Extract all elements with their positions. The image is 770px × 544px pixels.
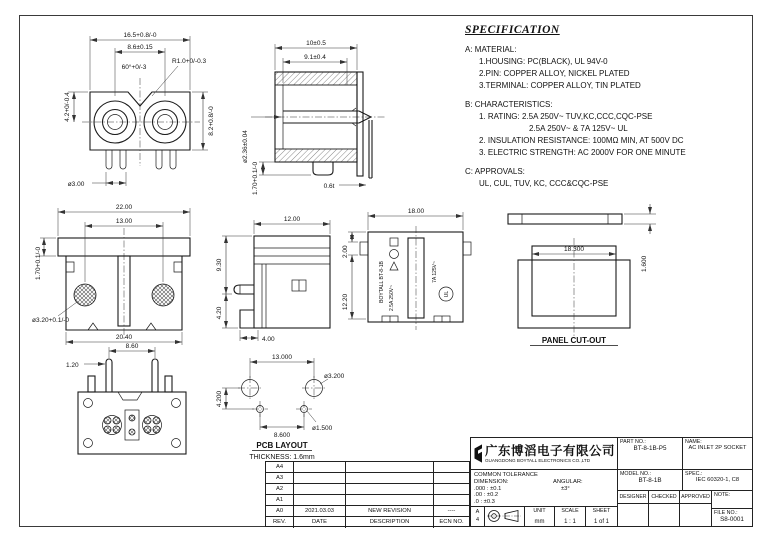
dim-height: 12.20 — [342, 293, 349, 311]
view-rear — [30, 198, 215, 353]
date-cell: 2021.03.03 — [294, 506, 346, 516]
dim-width: 12.00 — [283, 216, 301, 223]
side-outline — [234, 236, 330, 328]
company-name-en: GUANGDONG BOYTALL ELECTRONICS CO.,LTD — [484, 457, 591, 463]
kc-mark — [390, 238, 398, 246]
third-angle-projection-icon — [485, 507, 523, 525]
unit-cell — [525, 507, 555, 526]
sheet-size-number: 4 — [475, 517, 480, 523]
section-label: C: — [465, 167, 473, 176]
tolerance-cell — [471, 470, 618, 507]
ecn-cell: ---- — [447, 508, 456, 514]
spec-line: 2. INSULATION RESISTANCE: 100MΩ MIN, AT 500V DC — [479, 136, 684, 145]
marked-dimensions — [342, 208, 463, 319]
section-heading: APPROVALS: — [474, 167, 525, 176]
dim-terminal-thickness: 0.6t — [323, 183, 335, 190]
company-logo — [473, 442, 482, 465]
angular-label: ANGULAR: — [553, 479, 583, 485]
rev-cell: A0 — [266, 506, 294, 516]
rev-cell: A1 — [266, 495, 294, 505]
dim-pin-width: 1.20 — [66, 362, 79, 369]
dim-pin-height: 1.70+0.1/-0 — [252, 161, 259, 195]
date-cell — [294, 462, 346, 472]
designer-signature-cell — [618, 504, 649, 526]
view-pcb-layout — [212, 350, 352, 467]
note-label: NOTE: — [714, 492, 731, 498]
date-header: DATE — [294, 517, 346, 528]
dim-pin-pitch: 8.6±0.15 — [127, 44, 153, 51]
sheet-size-letter: A — [475, 509, 480, 515]
section-heading: MATERIAL: — [474, 45, 517, 54]
revision-table — [265, 461, 470, 527]
scale-value: 1 : 1 — [564, 519, 576, 525]
dim-width: 18.00 — [407, 208, 425, 215]
ccc-mark — [390, 250, 399, 259]
spec-line: 3.TERMINAL: COPPER ALLOY, TIN PLATED — [479, 81, 641, 90]
ecn-header: ECN NO. — [439, 519, 464, 525]
dim-height-right: 8.2+0.8/-0 — [208, 106, 215, 136]
sheet-size-cell — [471, 507, 485, 526]
marked-outline — [360, 232, 471, 322]
description-cell — [346, 462, 434, 472]
dim-height-left: 4.2+0/-0.4 — [64, 92, 71, 122]
pcb-dimensions — [216, 354, 345, 439]
pcb-layout-title: PCB LAYOUT — [256, 441, 308, 450]
tolerance-row: .000 : ±0.1 — [474, 485, 502, 492]
rev-cell: A3 — [266, 473, 294, 483]
file-no-label: FILE NO.: — [714, 510, 738, 516]
scale-label: SCALE — [561, 508, 579, 514]
ecn-cell — [434, 484, 469, 494]
part-no-label: PART NO.: — [620, 439, 646, 445]
dim-width-top: 16.5+0.8/-0 — [123, 32, 157, 39]
ecn-cell — [434, 462, 469, 472]
pcb-holes — [242, 380, 323, 413]
unit-label: UNIT — [533, 508, 546, 514]
tolerance-title: COMMON TOLERANCE — [474, 472, 538, 478]
title-block — [470, 437, 753, 527]
dim-depth: 10±0.5 — [306, 40, 326, 47]
designer-header: DESIGNER — [618, 491, 649, 504]
sheet-value: 1 of 1 — [593, 519, 609, 525]
dim-flange: 2.00 — [342, 245, 349, 258]
file-no-cell — [712, 508, 752, 526]
view-panel-cutout — [492, 196, 672, 353]
dim-hole-big: ø3.200 — [324, 373, 345, 380]
dimension-label: DIMENSION: — [474, 478, 509, 485]
dim-width: 22.00 — [115, 204, 133, 211]
company-name-cn: 广东博滔电子有限公司 — [484, 443, 615, 458]
section-label: B: — [465, 100, 473, 109]
date-cell — [294, 484, 346, 494]
dim-hole-pitch: 13.000 — [272, 354, 292, 361]
dim-height: 9.30 — [216, 258, 223, 272]
view-front — [22, 22, 237, 207]
view-bottom — [60, 340, 200, 467]
description-cell — [346, 495, 434, 505]
dim-thickness: 1.600 — [641, 255, 648, 272]
spec-line: UL, CUL, TUV, KC, CCC&CQC-PSE — [479, 179, 609, 188]
view-side — [212, 210, 342, 350]
ecn-cell — [434, 495, 469, 505]
table-row — [266, 473, 469, 484]
front-dimensions — [64, 32, 215, 188]
spec-line: 1.HOUSING: PC(BLACK), UL 94V-0 — [479, 57, 608, 66]
rear-dimensions — [32, 204, 190, 345]
pcb-thickness-note: THICKNESS: 1.6mm — [249, 454, 315, 461]
front-centerlines — [82, 78, 200, 166]
spec-section-approvals — [463, 166, 755, 190]
note-cell — [712, 491, 752, 508]
dim-base-width: 20.40 — [115, 334, 133, 341]
spec-section-material — [463, 44, 755, 92]
description-cell — [346, 484, 434, 494]
section-dimensions — [242, 40, 366, 195]
rev-cell: A4 — [266, 462, 294, 472]
sheet-cell — [586, 507, 618, 526]
dim-hole-small: ø1.500 — [312, 425, 333, 432]
description-cell — [346, 473, 434, 483]
brand-marking: BOYTALL BT-8-1B — [379, 261, 385, 303]
pse-mark — [390, 262, 398, 270]
panel-cutout-title: PANEL CUT-OUT — [541, 336, 607, 345]
part-no-cell — [618, 438, 683, 470]
table-header-row — [266, 517, 469, 528]
dim-notch-angle: 60°+0/-3 — [121, 64, 147, 71]
spec-line: 3. ELECTRIC STRENGTH: AC 2000V FOR ONE MINUTE — [479, 148, 686, 157]
specification-block — [463, 24, 755, 197]
dim-radius: R1.0+0/-0.3 — [172, 58, 207, 65]
table-row — [266, 484, 469, 495]
side-dimensions — [216, 216, 330, 343]
bottom-dimensions — [66, 343, 155, 369]
angular-value: ±3° — [561, 486, 570, 492]
ecn-cell — [434, 473, 469, 483]
name-cell — [683, 438, 752, 470]
part-no-value: BT-8-1B-P5 — [633, 445, 667, 452]
tolerance-row: .00 : ±0.2 — [474, 492, 499, 499]
dim-offset: 4.00 — [262, 336, 275, 343]
checked-signature-cell — [649, 504, 680, 526]
spec-line: 1. RATING: 2.5A 250V~ TUV,KC,CCC,CQC-PSE — [479, 112, 653, 121]
dim-small-pitch: 8.600 — [273, 432, 291, 439]
panel-outline — [508, 214, 630, 336]
spec-cell — [683, 470, 752, 491]
section-label: A: — [465, 45, 473, 54]
spec-title: SPECIFICATION — [465, 24, 560, 36]
spec-label: SPEC.: — [685, 471, 703, 477]
spec-section-characteristics — [463, 99, 755, 159]
dim-pin-dia: ø3.00 — [67, 181, 85, 188]
ul-mark-text: UL — [444, 290, 450, 298]
approved-signature-cell — [680, 504, 712, 526]
dim-inner-depth: 9.1±0.4 — [304, 54, 326, 61]
approved-header: APPROVED — [680, 491, 712, 504]
projection-symbol-cell — [485, 507, 525, 526]
dim-row-offset: 4.200 — [216, 390, 223, 408]
tolerance-row: .0 : ±0.3 — [474, 499, 495, 506]
model-no-label: MODEL NO.: — [620, 471, 652, 477]
description-header: DESCRIPTION — [346, 517, 434, 528]
view-bottom-marked — [338, 202, 473, 347]
date-cell — [294, 473, 346, 483]
table-row — [266, 462, 469, 473]
date-cell — [294, 495, 346, 505]
section-heading: CHARACTERISTICS: — [474, 100, 553, 109]
dim-pin-pitch: 8.60 — [125, 343, 139, 350]
company-cell — [471, 438, 618, 470]
rev-header: REV. — [266, 517, 294, 528]
table-row — [266, 495, 469, 506]
dim-hole-pitch: 13.00 — [115, 218, 133, 225]
name-value: AC INLET 2P SOCKET — [688, 445, 747, 451]
rev-cell: A2 — [266, 484, 294, 494]
table-row — [266, 506, 469, 517]
checked-header: CHECKED — [649, 491, 680, 504]
file-no-value: S8-0001 — [720, 516, 744, 523]
dim-leg: 4.20 — [216, 306, 223, 320]
name-label: NAME: — [685, 439, 702, 445]
spec-value: IEC 60320-1, C8 — [695, 477, 740, 483]
spec-line: 2.PIN: COPPER ALLOY, NICKEL PLATED — [479, 69, 630, 78]
bottom-outline — [78, 359, 186, 454]
spec-line: 2.5A 250V~ & 7A 125V~ UL — [529, 124, 628, 133]
dim-cutout-width: 18.300 — [564, 246, 584, 253]
unit-value: mm — [534, 519, 545, 525]
model-no-value: BT-8-1B — [638, 477, 662, 484]
scale-cell — [555, 507, 586, 526]
dim-pin-dia-side: ø2.36±0.04 — [242, 130, 249, 163]
model-no-cell — [618, 470, 683, 491]
dim-hole-dia: ø3.20+0.1/-0 — [32, 317, 70, 324]
sheet-label: SHEET — [592, 508, 611, 514]
rating-marking-1: 2.5A 250V~ — [389, 285, 395, 311]
rating-marking-2: 7A 125V~ — [432, 261, 438, 283]
view-side-section — [235, 30, 400, 203]
dim-flange-height: 1.70+0.1/-0 — [35, 246, 42, 280]
description-cell: NEW REVISION — [346, 506, 434, 516]
